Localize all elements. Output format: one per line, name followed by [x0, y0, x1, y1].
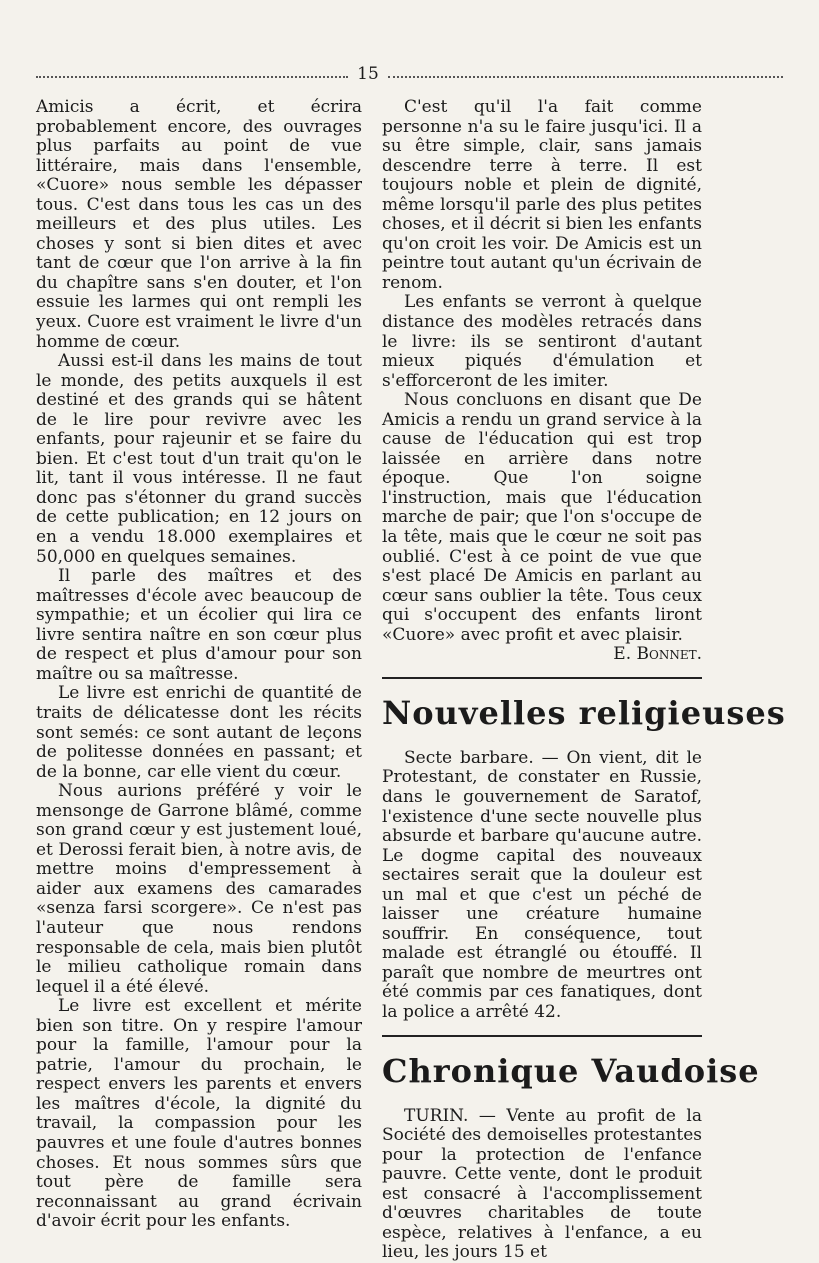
paragraph: C'est qu'il l'a fait comme personne n'a su le faire jusqu'ici. Il a su être simple, clair, sans jamais descendre terre à terre. Il est toujours noble et plein de dignité, même lorsqu'il parle des plus petites choses, et il décrit si bien les enfants qu'on croit les voir. De Amicis est un peintre tout autant qu'un écrivain de renom.	[382, 97, 702, 293]
signature-line	[382, 645, 702, 665]
section-divider	[382, 1035, 702, 1037]
header-rule-left	[36, 76, 348, 78]
right-column	[382, 97, 786, 1263]
chronicle-paragraph: TURIN. — Vente au profit de la Société des demoiselles protestantes pour la protection de l'enfance pauvre. Cette vente, dont le produit est consacré à l'accomplissement d'œuvres charitables de toute espèce, relatives à l'enfance, a eu lieu, les jours 15 et	[382, 1105, 702, 1263]
left-column	[36, 98, 362, 1232]
section-heading-religious-news: Nouvelles religieuses	[382, 693, 786, 732]
section-heading-vaudois-chronicle: Chronique Vaudoise	[382, 1051, 760, 1090]
section-divider	[382, 677, 702, 679]
header-rule-right	[388, 76, 783, 78]
paragraph: Nous concluons en disant que De Amicis a rendu un grand service à la cause de l'éducation qui est trop laissée en arrière dans notre époque. Que l'on soigne l'instruction, mais que l'éducation marche de pair; que l'on s'occupe de la tête, mais que le cœur ne soit pas oublié. C'est à ce point de vue que s'est placé De Amicis en parlant au cœur sans oublier la tête. Tous ceux qui s'occupent des enfants liront «Cuore» avec profit et avec plaisir.	[382, 390, 702, 645]
paragraph: Amicis a écrit, et écrira probablement encore, des ouvrages plus parfaits au point de vue littéraire, mais dans l'ensemble, «Cuore» nous semble les dépasser tous. C'est dans tous les cas un des meilleurs et des plus utiles. Les choses y sont si bien dites et avec tant de cœur que l'on arrive à la fin du chapître sans s'en douter, et l'on essuie les larmes qui ont rempli les yeux. Cuore est vraiment le livre d'un homme de cœur.	[36, 97, 362, 352]
page-header	[36, 64, 783, 90]
paragraph: Le livre est excellent et mérite bien son titre. On y respire l'amour pour la famille, l'amour pour la patrie, l'amour du prochain, le respect envers les parents et envers les maîtres d'école, la dignité du travail, la compassion pour les pauvres et une foule d'autres bonnes choses. Et nous sommes sûrs que tout père de famille sera reconnaissant au grand écrivain d'avoir écrit pour les enfants.	[36, 996, 362, 1232]
page-number: 15	[357, 64, 379, 84]
paragraph: Les enfants se verront à quelque distance des modèles retracés dans le livre: ils se sentiront d'autant mieux piqués d'émulation et s'efforceront de les imiter.	[382, 292, 702, 391]
paragraph: Aussi est-il dans les mains de tout le monde, des petits auxquels il est destiné et des grands qui se hâtent de le lire pour revivre avec les enfants, pour rajeunir et se faire du bien. Et c'est tout d'un trait qu'on le lit, tant il vous intéresse. Il ne faut donc pas s'étonner du grand succès de cette publication; en 12 jours on en a vendu 18.000 exemplaires et 50,000 en quelques semaines.	[36, 351, 362, 567]
author-signature: E. Bonnet.	[613, 644, 702, 665]
paragraph: Il parle des maîtres et des maîtresses d'école avec beaucoup de sympathie; et un écolier qui lira ce livre sentira naître en son cœur plus de respect et plus d'amour pour son maître ou sa maîtresse.	[36, 566, 362, 684]
paragraph: Le livre est enrichi de quantité de traits de délicatesse dont les récits sont semés: ce sont autant de leçons de politesse données en passant; et de la bonne, car elle vient du cœur.	[36, 683, 362, 782]
news-paragraph: Secte barbare. — On vient, dit le Protestant, de constater en Russie, dans le gouvernement de Saratof, l'existence d'une secte nouvelle plus absurde et barbare qu'aucune autre. Le dogme capital des nouveaux sectaires serait que la douleur est un mal et que c'est un péché de laisser une créature humaine souffrir. En conséquence, tout malade est étranglé ou étouffé. Il paraît que nombre de meurtres ont été commis par ces fanatiques, dont la police a arrêté 42.	[382, 747, 702, 1022]
paragraph: Nous aurions préféré y voir le mensonge de Garrone blâmé, comme son grand cœur y est justement loué, et Derossi ferait bien, à notre avis, de mettre moins d'empressement à aider aux examens des camarades «senza farsi scorgere». Ce n'est pas l'auteur que nous rendons responsable de cela, mais bien plutôt le milieu catholique romain dans lequel il a été élevé.	[36, 781, 362, 997]
